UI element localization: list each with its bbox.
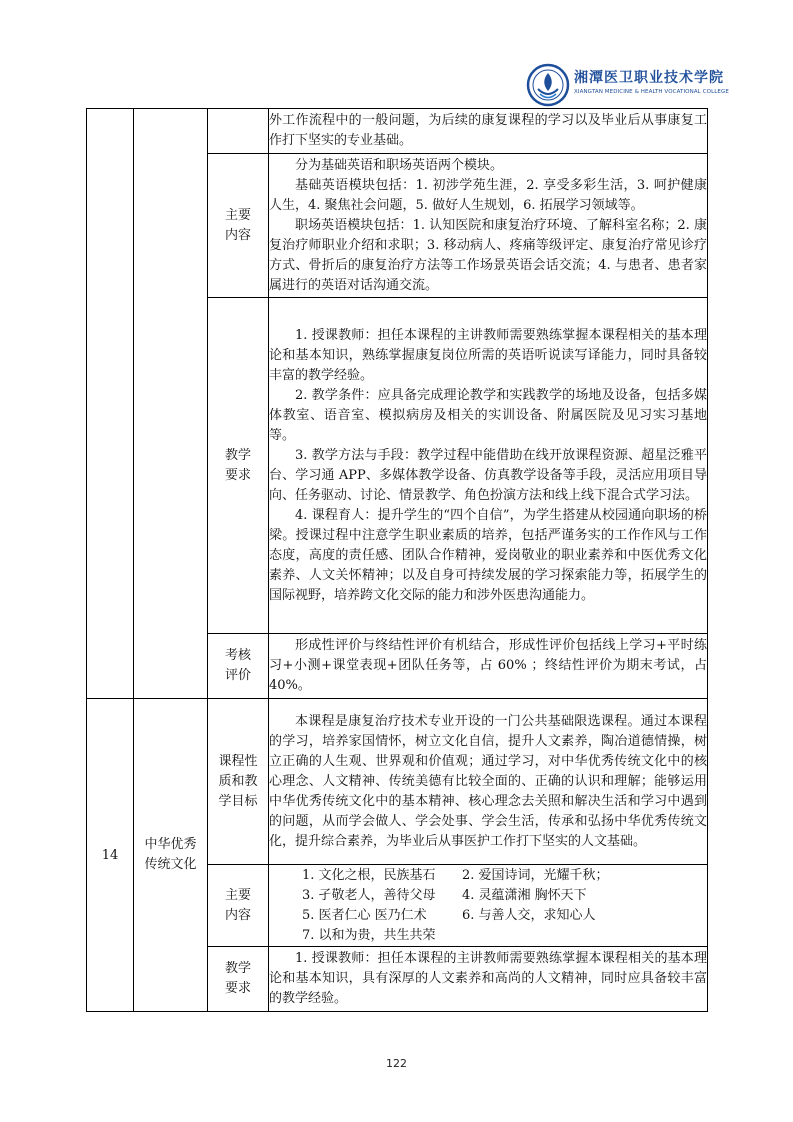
content-item: 1. 文化之根，民族基石 xyxy=(302,867,436,883)
label-line: 主要 xyxy=(224,887,251,903)
section-label-cell xyxy=(208,109,269,154)
content-item: 7. 以和为贵，共生共荣 xyxy=(302,927,436,943)
content-item: 2. 爱国诗词，光耀千秋； xyxy=(462,867,609,883)
label-line: 学目标 xyxy=(218,793,258,809)
label-line: 要求 xyxy=(224,981,251,996)
label-line: 课程性 xyxy=(218,753,258,769)
section-text-cell xyxy=(269,699,708,865)
label-line: 质和教 xyxy=(218,773,258,789)
section-label-cell xyxy=(208,699,269,865)
label-line: 内容 xyxy=(224,907,251,923)
paragraph: 职场英语模块包括：1. 认知医院和康复治疗环境、了解科室名称；2. 康复治疗师职业介绍和求职；3. 移动病人、疼痛等级评定、康复治疗常见诊疗方式、骨折后的康复治疗方法等工作场景英语会话交流；4. 与患者、患者家属进行的英语对话沟通交流。 xyxy=(269,217,707,293)
label-line: 主要 xyxy=(224,207,251,223)
page-number: 122 xyxy=(386,1057,407,1070)
content-item: 3. 孑敬老人，善待父母 xyxy=(302,887,436,903)
paragraph: 分为基础英语和职场英语两个模块。 xyxy=(295,157,504,173)
paragraph: 本课程是康复治疗技术专业开设的一门公共基础限选课程。通过本课程的学习，培养家国情怀，树立文化自信，提升人文素养，陶冶道德情操，树立正确的人生观、世界观和价值观；通过学习，对中华优秀传统文化中的核心理念、人文精神、传统美德有比较全面的、正确的认识和理解；能够运用中华优秀传统文化中的基本精神、核心理念去关照和解决生活和学习中遇到的问题，从而学会做人、学会处事、学会生活，传承和弘扬中华优秀传统文化，提升综合素养，为毕业后从事医护工作打下坚实的人文基础。 xyxy=(269,713,707,849)
label-line: 教学 xyxy=(224,961,251,976)
content-line xyxy=(302,906,707,926)
paragraph: 3. 教学方法与手段：教学过程中能借助在线开放课程资源、超星泛雅平台、学习通 APP、多媒体教学设备、仿真教学设备等手段，灵活应用项目导向、任务驱动、讨论、情景教学、角色扮演方法和线上线下混合式学习法。 xyxy=(269,447,707,503)
section-label-cell xyxy=(208,947,269,1012)
section-label-cell xyxy=(208,865,269,947)
table-row xyxy=(87,109,708,154)
content-line xyxy=(302,886,707,906)
paragraph: 1. 授课教师：担任本课程的主讲教师需要熟练掌握本课程相关的基本理论和基本知识，熟练掌握康复岗位所需的英语听说读写译能力，同时具备较丰富的教学经验。 xyxy=(269,327,707,383)
course-number-cell: 14 xyxy=(87,699,134,1012)
course-table xyxy=(86,108,708,1012)
paragraph: 1. 授课教师：担任本课程的主讲教师需要熟练掌握本课程相关的基本理论和基本知识，具有深厚的人文素养和高尚的人文精神，同时应具备较丰富的教学经验。 xyxy=(269,951,707,1006)
section-text-cell xyxy=(269,298,708,634)
label-line: 内容 xyxy=(224,227,251,243)
label-line: 评价 xyxy=(224,668,251,683)
content-item: 4. 灵蕴潇湘 胸怀天下 xyxy=(462,887,587,903)
section-text-cell xyxy=(269,947,708,1012)
school-logo xyxy=(526,63,766,107)
paragraph: 形成性评价与终结性评价有机结合，形成性评价包括线上学习+平时练习+小测+课堂表现+团队任务等，占 60% ；终结性评价为期末考试，占 40%。 xyxy=(269,638,707,693)
section-label-cell xyxy=(208,634,269,699)
course-name-cell xyxy=(134,109,208,699)
school-name-en: XIANGTAN MEDICINE & HEALTH VOCATIONAL COLLEGE xyxy=(574,89,729,95)
course-number-cell xyxy=(87,109,134,699)
paragraph: 2. 教学条件：应具备完成理论教学和实践教学的场地及设备，包括多媒体教室、语音室、模拟病房及相关的实训设备、附属医院及见习实习基地等。 xyxy=(269,387,707,443)
content-line xyxy=(302,926,707,946)
table-row xyxy=(87,699,708,865)
course-name-line: 传统文化 xyxy=(144,857,197,872)
label-line: 要求 xyxy=(224,467,251,483)
section-text-cell xyxy=(269,634,708,699)
paragraph: 外工作流程中的一般问题，为后续的康复课程的学习以及毕业后从事康复工作打下坚实的专业基础。 xyxy=(269,113,707,148)
section-label-cell xyxy=(208,298,269,634)
section-label-cell xyxy=(208,154,269,298)
label-line: 考核 xyxy=(224,648,251,663)
course-name-line: 中华优秀 xyxy=(144,837,197,852)
content-line xyxy=(302,866,707,886)
section-text-cell xyxy=(269,109,708,154)
content-item: 6. 与善人交，求知心人 xyxy=(462,907,596,923)
label-line: 教学 xyxy=(224,447,251,463)
section-text-cell xyxy=(269,154,708,298)
school-name-cn: 湘潭医卫职业技术学院 xyxy=(574,70,724,86)
content-item: 5. 医者仁心 医乃仁术 xyxy=(302,907,427,923)
school-emblem-icon xyxy=(526,63,570,107)
paragraph: 4. 课程育人：提升学生的“四个自信”，为学生搭建从校园通向职场的桥梁。授课过程中注意学生职业素质的培养，包括严谨务实的工作作风与工作态度，高度的责任感、团队合作精神，爱岗敬业的职业素养和中医优秀文化素养、人文关怀精神；以及自身可持续发展的学习探索能力等，拓展学生的国际视野，培养跨文化交际的能力和涉外医患沟通能力。 xyxy=(269,507,707,603)
section-text-cell xyxy=(269,865,708,947)
course-name-cell xyxy=(134,699,208,1012)
paragraph: 基础英语模块包括：1. 初涉学苑生涯，2. 享受多彩生活，3. 呵护健康人生，4. 聚焦社会问题，5. 做好人生规划，6. 拓展学习领域等。 xyxy=(269,177,707,213)
